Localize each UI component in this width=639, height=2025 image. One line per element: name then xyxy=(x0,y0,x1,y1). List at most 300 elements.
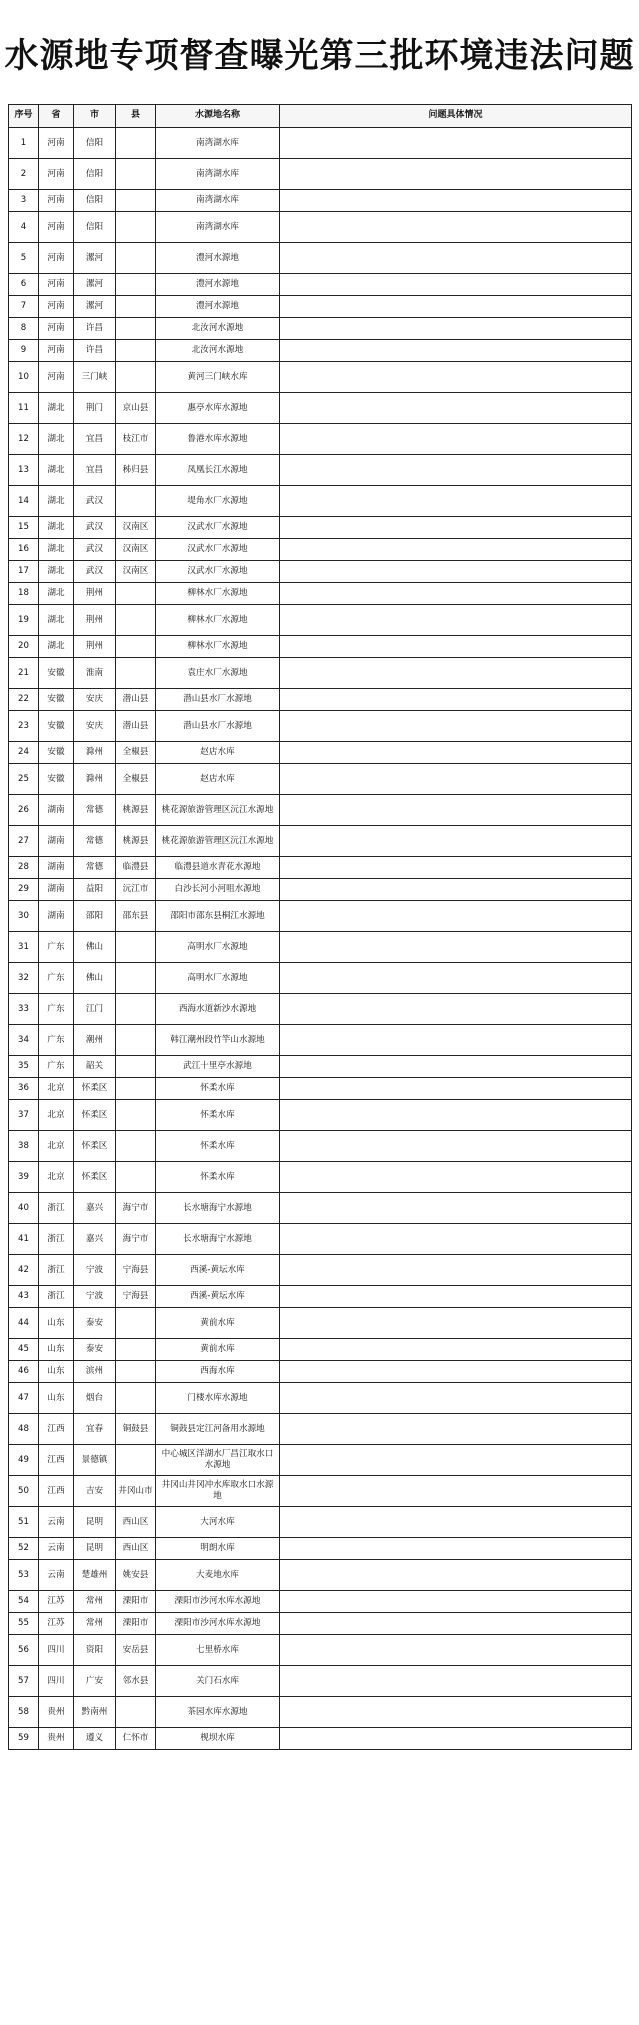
cell-source: 柳林水厂水源地 xyxy=(156,636,280,658)
cell-source: 大河水库 xyxy=(156,1507,280,1538)
cell-county: 汉南区 xyxy=(116,517,156,539)
cell-county: 安岳县 xyxy=(116,1635,156,1666)
cell-city: 泰安 xyxy=(74,1339,116,1361)
cell-source: 北汝河水源地 xyxy=(156,340,280,362)
cell-province: 河南 xyxy=(39,318,74,340)
cell-desc xyxy=(280,296,632,318)
cell-source: 长水塘海宁水源地 xyxy=(156,1224,280,1255)
cell-no: 10 xyxy=(9,362,39,393)
header-desc: 问题具体情况 xyxy=(280,105,632,128)
table-row xyxy=(9,1193,632,1224)
cell-no: 38 xyxy=(9,1131,39,1162)
cell-county: 桃源县 xyxy=(116,795,156,826)
cell-source: 鲁港水库水源地 xyxy=(156,424,280,455)
cell-county xyxy=(116,1339,156,1361)
cell-province: 江西 xyxy=(39,1476,74,1507)
cell-city: 佛山 xyxy=(74,932,116,963)
cell-desc xyxy=(280,1162,632,1193)
cell-province: 广东 xyxy=(39,963,74,994)
cell-county xyxy=(116,1162,156,1193)
cell-province: 四川 xyxy=(39,1635,74,1666)
cell-no: 53 xyxy=(9,1560,39,1591)
cell-province: 湖北 xyxy=(39,393,74,424)
cell-no: 22 xyxy=(9,689,39,711)
cell-province: 山东 xyxy=(39,1383,74,1414)
cell-no: 3 xyxy=(9,190,39,212)
cell-desc xyxy=(280,1560,632,1591)
cell-county xyxy=(116,340,156,362)
cell-desc xyxy=(280,424,632,455)
table-row xyxy=(9,1056,632,1078)
cell-county: 潜山县 xyxy=(116,689,156,711)
cell-desc xyxy=(280,1414,632,1445)
cell-source: 茶园水库水源地 xyxy=(156,1697,280,1728)
cell-source: 北汝河水源地 xyxy=(156,318,280,340)
cell-county: 姚安县 xyxy=(116,1560,156,1591)
cell-source: 井冈山井冈冲水库取水口水源地 xyxy=(156,1476,280,1507)
cell-no: 13 xyxy=(9,455,39,486)
cell-source: 澧河水源地 xyxy=(156,243,280,274)
cell-county xyxy=(116,994,156,1025)
cell-desc xyxy=(280,1728,632,1750)
cell-province: 云南 xyxy=(39,1538,74,1560)
cell-source: 西溪-黄坛水库 xyxy=(156,1286,280,1308)
cell-city: 滨州 xyxy=(74,1361,116,1383)
cell-no: 14 xyxy=(9,486,39,517)
cell-province: 河南 xyxy=(39,128,74,159)
cell-no: 24 xyxy=(9,742,39,764)
table-row xyxy=(9,1445,632,1476)
cell-county xyxy=(116,159,156,190)
cell-desc xyxy=(280,212,632,243)
cell-province: 广东 xyxy=(39,1025,74,1056)
cell-no: 49 xyxy=(9,1445,39,1476)
cell-source: 南湾湖水库 xyxy=(156,190,280,212)
cell-city: 滁州 xyxy=(74,742,116,764)
cell-source: 赵店水库 xyxy=(156,764,280,795)
cell-county xyxy=(116,296,156,318)
cell-desc xyxy=(280,1308,632,1339)
cell-desc xyxy=(280,1538,632,1560)
cell-county xyxy=(116,1361,156,1383)
cell-county: 秭归县 xyxy=(116,455,156,486)
table-row xyxy=(9,658,632,689)
cell-city: 武汉 xyxy=(74,561,116,583)
cell-no: 48 xyxy=(9,1414,39,1445)
cell-county: 桃源县 xyxy=(116,826,156,857)
cell-no: 37 xyxy=(9,1100,39,1131)
cell-desc xyxy=(280,1635,632,1666)
cell-no: 31 xyxy=(9,932,39,963)
violations-table xyxy=(8,104,632,1750)
cell-county: 海宁市 xyxy=(116,1224,156,1255)
cell-desc xyxy=(280,159,632,190)
header-source: 水源地名称 xyxy=(156,105,280,128)
cell-desc xyxy=(280,1361,632,1383)
cell-no: 52 xyxy=(9,1538,39,1560)
cell-no: 25 xyxy=(9,764,39,795)
cell-county xyxy=(116,362,156,393)
cell-county: 枝江市 xyxy=(116,424,156,455)
cell-desc xyxy=(280,1591,632,1613)
cell-desc xyxy=(280,1613,632,1635)
cell-city: 漯河 xyxy=(74,243,116,274)
cell-desc xyxy=(280,1025,632,1056)
cell-province: 安徽 xyxy=(39,689,74,711)
cell-county: 汉南区 xyxy=(116,539,156,561)
cell-city: 昆明 xyxy=(74,1507,116,1538)
table-row xyxy=(9,711,632,742)
cell-city: 潮州 xyxy=(74,1025,116,1056)
cell-city: 许昌 xyxy=(74,318,116,340)
cell-province: 河南 xyxy=(39,274,74,296)
cell-no: 35 xyxy=(9,1056,39,1078)
cell-province: 湖北 xyxy=(39,424,74,455)
cell-desc xyxy=(280,1255,632,1286)
table-row xyxy=(9,561,632,583)
table-row xyxy=(9,1666,632,1697)
cell-city: 韶关 xyxy=(74,1056,116,1078)
table-row xyxy=(9,795,632,826)
cell-county xyxy=(116,1131,156,1162)
cell-desc xyxy=(280,711,632,742)
cell-source: 汉武水厂水源地 xyxy=(156,517,280,539)
table-row xyxy=(9,1078,632,1100)
table-row xyxy=(9,318,632,340)
cell-county xyxy=(116,1025,156,1056)
cell-no: 21 xyxy=(9,658,39,689)
cell-source: 堤角水厂水源地 xyxy=(156,486,280,517)
cell-city: 荆州 xyxy=(74,636,116,658)
cell-city: 佛山 xyxy=(74,963,116,994)
cell-city: 宜昌 xyxy=(74,424,116,455)
table-row xyxy=(9,1476,632,1507)
cell-desc xyxy=(280,1193,632,1224)
cell-city: 烟台 xyxy=(74,1383,116,1414)
cell-desc xyxy=(280,658,632,689)
page-title: 水源地专项督查曝光第三批环境违法问题 xyxy=(4,35,635,76)
table-row xyxy=(9,1591,632,1613)
cell-province: 河南 xyxy=(39,243,74,274)
cell-city: 黔南州 xyxy=(74,1697,116,1728)
cell-no: 50 xyxy=(9,1476,39,1507)
cell-desc xyxy=(280,128,632,159)
table-row xyxy=(9,932,632,963)
cell-province: 北京 xyxy=(39,1162,74,1193)
cell-province: 云南 xyxy=(39,1507,74,1538)
cell-no: 56 xyxy=(9,1635,39,1666)
table-row xyxy=(9,764,632,795)
cell-desc xyxy=(280,605,632,636)
cell-desc xyxy=(280,994,632,1025)
cell-county xyxy=(116,1697,156,1728)
cell-province: 安徽 xyxy=(39,658,74,689)
cell-desc xyxy=(280,486,632,517)
cell-province: 湖北 xyxy=(39,583,74,605)
table-row xyxy=(9,190,632,212)
table-row xyxy=(9,274,632,296)
cell-county: 西山区 xyxy=(116,1507,156,1538)
cell-desc xyxy=(280,190,632,212)
table-row xyxy=(9,1224,632,1255)
table-row xyxy=(9,1414,632,1445)
cell-desc xyxy=(280,274,632,296)
cell-desc xyxy=(280,1100,632,1131)
cell-county xyxy=(116,212,156,243)
header-county: 县 xyxy=(116,105,156,128)
cell-desc xyxy=(280,455,632,486)
cell-no: 36 xyxy=(9,1078,39,1100)
cell-province: 浙江 xyxy=(39,1193,74,1224)
cell-no: 40 xyxy=(9,1193,39,1224)
cell-desc xyxy=(280,561,632,583)
cell-county xyxy=(116,658,156,689)
cell-no: 39 xyxy=(9,1162,39,1193)
table-row xyxy=(9,424,632,455)
table-row xyxy=(9,1383,632,1414)
cell-city: 遵义 xyxy=(74,1728,116,1750)
cell-city: 常德 xyxy=(74,857,116,879)
table-body xyxy=(9,128,632,1750)
cell-province: 河南 xyxy=(39,212,74,243)
cell-source: 西海水库 xyxy=(156,1361,280,1383)
cell-no: 27 xyxy=(9,826,39,857)
cell-city: 武汉 xyxy=(74,539,116,561)
cell-county: 溧阳市 xyxy=(116,1591,156,1613)
cell-desc xyxy=(280,362,632,393)
cell-no: 26 xyxy=(9,795,39,826)
table-row xyxy=(9,455,632,486)
cell-source: 黄前水库 xyxy=(156,1339,280,1361)
table-row xyxy=(9,879,632,901)
table-row xyxy=(9,1131,632,1162)
cell-source: 汉武水厂水源地 xyxy=(156,539,280,561)
table-row xyxy=(9,1339,632,1361)
cell-no: 5 xyxy=(9,243,39,274)
cell-desc xyxy=(280,583,632,605)
cell-province: 河南 xyxy=(39,190,74,212)
cell-county xyxy=(116,583,156,605)
table-row xyxy=(9,362,632,393)
cell-source: 高明水厂水源地 xyxy=(156,932,280,963)
cell-desc xyxy=(280,1286,632,1308)
cell-desc xyxy=(280,857,632,879)
cell-county: 全椒县 xyxy=(116,764,156,795)
cell-city: 滁州 xyxy=(74,764,116,795)
cell-no: 57 xyxy=(9,1666,39,1697)
cell-desc xyxy=(280,932,632,963)
cell-desc xyxy=(280,963,632,994)
cell-province: 山东 xyxy=(39,1361,74,1383)
cell-city: 怀柔区 xyxy=(74,1078,116,1100)
table-row xyxy=(9,1286,632,1308)
cell-no: 45 xyxy=(9,1339,39,1361)
cell-source: 明朗水库 xyxy=(156,1538,280,1560)
cell-no: 55 xyxy=(9,1613,39,1635)
table-row xyxy=(9,857,632,879)
cell-source: 潜山县水厂水源地 xyxy=(156,689,280,711)
cell-desc xyxy=(280,636,632,658)
table-row xyxy=(9,1728,632,1750)
cell-city: 邵阳 xyxy=(74,901,116,932)
cell-desc xyxy=(280,539,632,561)
cell-desc xyxy=(280,1507,632,1538)
cell-city: 许昌 xyxy=(74,340,116,362)
cell-source: 中心城区洋湖水厂昌江取水口水源地 xyxy=(156,1445,280,1476)
cell-province: 湖南 xyxy=(39,879,74,901)
cell-no: 46 xyxy=(9,1361,39,1383)
cell-province: 山东 xyxy=(39,1308,74,1339)
cell-no: 9 xyxy=(9,340,39,362)
cell-city: 怀柔区 xyxy=(74,1131,116,1162)
table-row xyxy=(9,296,632,318)
cell-province: 江西 xyxy=(39,1414,74,1445)
table-row xyxy=(9,1560,632,1591)
cell-city: 怀柔区 xyxy=(74,1100,116,1131)
cell-county xyxy=(116,1056,156,1078)
cell-desc xyxy=(280,1697,632,1728)
cell-city: 吉安 xyxy=(74,1476,116,1507)
cell-source: 七里桥水库 xyxy=(156,1635,280,1666)
cell-source: 溧阳市沙河水库水源地 xyxy=(156,1613,280,1635)
table-row xyxy=(9,1255,632,1286)
cell-no: 41 xyxy=(9,1224,39,1255)
cell-province: 河南 xyxy=(39,362,74,393)
cell-source: 临澧县道水青花水源地 xyxy=(156,857,280,879)
cell-source: 黄河三门峡水库 xyxy=(156,362,280,393)
cell-source: 潜山县水厂水源地 xyxy=(156,711,280,742)
table-row xyxy=(9,159,632,190)
cell-no: 42 xyxy=(9,1255,39,1286)
cell-source: 澧河水源地 xyxy=(156,296,280,318)
table-row xyxy=(9,1308,632,1339)
cell-county: 井冈山市 xyxy=(116,1476,156,1507)
cell-no: 43 xyxy=(9,1286,39,1308)
cell-county xyxy=(116,963,156,994)
cell-city: 安庆 xyxy=(74,689,116,711)
table-row xyxy=(9,1100,632,1131)
cell-source: 怀柔水库 xyxy=(156,1078,280,1100)
cell-province: 湖北 xyxy=(39,561,74,583)
cell-city: 信阳 xyxy=(74,159,116,190)
cell-province: 贵州 xyxy=(39,1697,74,1728)
cell-no: 30 xyxy=(9,901,39,932)
cell-province: 安徽 xyxy=(39,764,74,795)
cell-desc xyxy=(280,517,632,539)
cell-county: 宁海县 xyxy=(116,1255,156,1286)
table-row xyxy=(9,636,632,658)
cell-no: 32 xyxy=(9,963,39,994)
cell-source: 南湾湖水库 xyxy=(156,212,280,243)
cell-desc xyxy=(280,340,632,362)
cell-province: 湖北 xyxy=(39,636,74,658)
cell-province: 北京 xyxy=(39,1100,74,1131)
cell-province: 江西 xyxy=(39,1445,74,1476)
cell-province: 江苏 xyxy=(39,1613,74,1635)
cell-no: 28 xyxy=(9,857,39,879)
cell-county: 京山县 xyxy=(116,393,156,424)
cell-desc xyxy=(280,1476,632,1507)
cell-city: 泰安 xyxy=(74,1308,116,1339)
cell-province: 浙江 xyxy=(39,1255,74,1286)
cell-source: 汉武水厂水源地 xyxy=(156,561,280,583)
cell-city: 怀柔区 xyxy=(74,1162,116,1193)
cell-source: 长水塘海宁水源地 xyxy=(156,1193,280,1224)
cell-source: 怀柔水库 xyxy=(156,1100,280,1131)
cell-city: 常德 xyxy=(74,826,116,857)
table-row xyxy=(9,901,632,932)
cell-source: 澧河水源地 xyxy=(156,274,280,296)
cell-county: 沅江市 xyxy=(116,879,156,901)
cell-city: 楚雄州 xyxy=(74,1560,116,1591)
cell-source: 南湾湖水库 xyxy=(156,159,280,190)
cell-county: 溧阳市 xyxy=(116,1613,156,1635)
cell-source: 怀柔水库 xyxy=(156,1162,280,1193)
cell-source: 赵店水库 xyxy=(156,742,280,764)
cell-no: 29 xyxy=(9,879,39,901)
cell-county: 铜鼓县 xyxy=(116,1414,156,1445)
cell-desc xyxy=(280,1131,632,1162)
cell-no: 18 xyxy=(9,583,39,605)
cell-desc xyxy=(280,1666,632,1697)
cell-source: 南湾湖水库 xyxy=(156,128,280,159)
cell-desc xyxy=(280,393,632,424)
cell-no: 34 xyxy=(9,1025,39,1056)
table-row xyxy=(9,826,632,857)
table-row xyxy=(9,243,632,274)
cell-no: 51 xyxy=(9,1507,39,1538)
cell-desc xyxy=(280,1383,632,1414)
cell-no: 59 xyxy=(9,1728,39,1750)
cell-province: 广东 xyxy=(39,1056,74,1078)
cell-no: 58 xyxy=(9,1697,39,1728)
cell-county: 邵东县 xyxy=(116,901,156,932)
cell-desc xyxy=(280,826,632,857)
table-row xyxy=(9,1507,632,1538)
table-row xyxy=(9,1361,632,1383)
cell-province: 广东 xyxy=(39,932,74,963)
cell-source: 西溪-黄坛水库 xyxy=(156,1255,280,1286)
cell-province: 河南 xyxy=(39,159,74,190)
cell-source: 韩江潮州段竹竿山水源地 xyxy=(156,1025,280,1056)
cell-province: 山东 xyxy=(39,1339,74,1361)
cell-desc xyxy=(280,1056,632,1078)
cell-county xyxy=(116,1100,156,1131)
cell-desc xyxy=(280,1445,632,1476)
cell-desc xyxy=(280,1339,632,1361)
cell-city: 益阳 xyxy=(74,879,116,901)
cell-source: 西海水道新沙水源地 xyxy=(156,994,280,1025)
cell-no: 16 xyxy=(9,539,39,561)
cell-city: 信阳 xyxy=(74,212,116,243)
cell-desc xyxy=(280,742,632,764)
cell-desc xyxy=(280,243,632,274)
cell-no: 44 xyxy=(9,1308,39,1339)
cell-source: 门楼水库水源地 xyxy=(156,1383,280,1414)
cell-city: 资阳 xyxy=(74,1635,116,1666)
cell-county: 西山区 xyxy=(116,1538,156,1560)
cell-city: 荆门 xyxy=(74,393,116,424)
cell-no: 11 xyxy=(9,393,39,424)
cell-county xyxy=(116,1445,156,1476)
table-row xyxy=(9,689,632,711)
cell-city: 淮南 xyxy=(74,658,116,689)
cell-province: 湖北 xyxy=(39,605,74,636)
cell-no: 1 xyxy=(9,128,39,159)
cell-city: 常州 xyxy=(74,1613,116,1635)
cell-source: 柳林水厂水源地 xyxy=(156,605,280,636)
cell-no: 8 xyxy=(9,318,39,340)
